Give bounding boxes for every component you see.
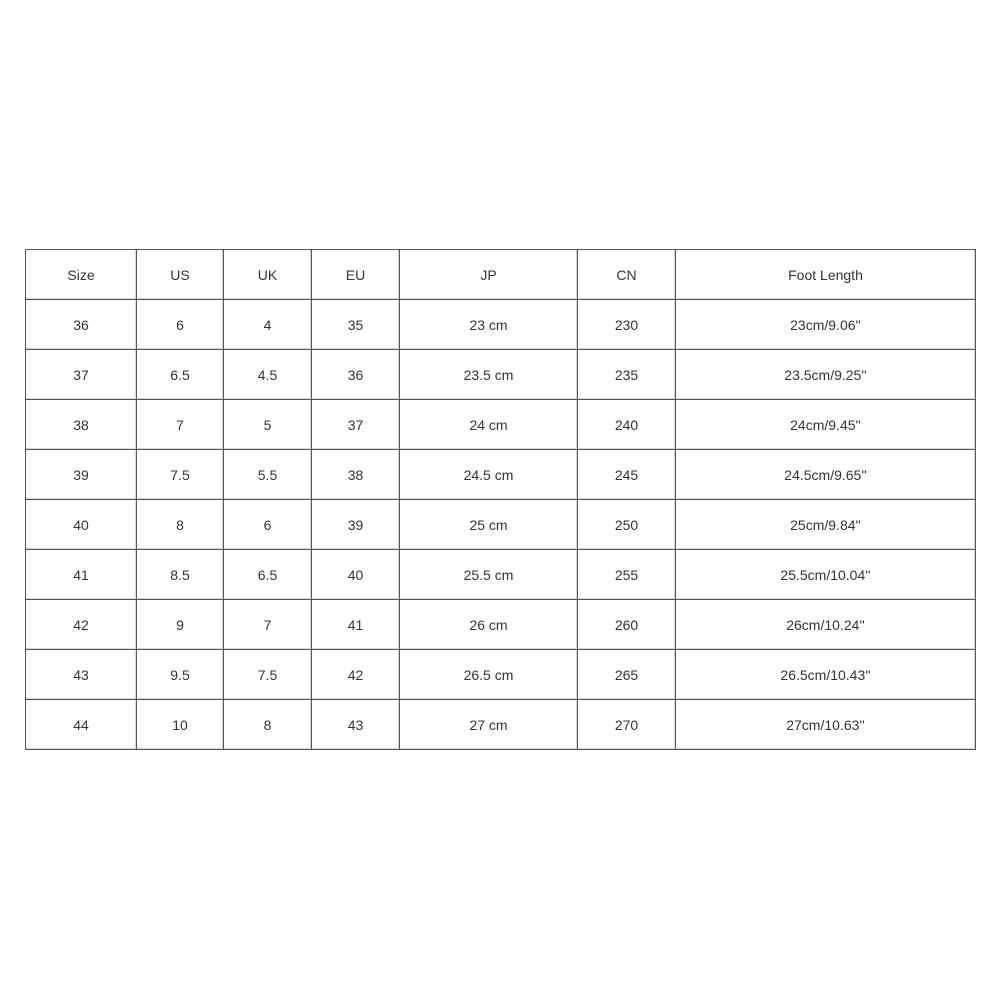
cell-cn: 265 [578, 650, 676, 700]
cell-us: 8 [137, 500, 224, 550]
cell-us: 6.5 [137, 350, 224, 400]
header-uk: UK [224, 250, 312, 300]
table-header [26, 250, 976, 300]
cell-uk: 4 [224, 300, 312, 350]
cell-eu: 41 [312, 600, 400, 650]
table-row [26, 500, 976, 550]
cell-uk: 6 [224, 500, 312, 550]
table-row [26, 550, 976, 600]
cell-cn: 255 [578, 550, 676, 600]
cell-us: 7.5 [137, 450, 224, 500]
header-eu: EU [312, 250, 400, 300]
cell-us: 6 [137, 300, 224, 350]
cell-uk: 8 [224, 700, 312, 750]
table-row [26, 600, 976, 650]
cell-cn: 240 [578, 400, 676, 450]
cell-uk: 5.5 [224, 450, 312, 500]
cell-us: 9.5 [137, 650, 224, 700]
cell-size: 41 [26, 550, 137, 600]
cell-jp: 25 cm [400, 500, 578, 550]
cell-size: 36 [26, 300, 137, 350]
cell-us: 10 [137, 700, 224, 750]
cell-cn: 260 [578, 600, 676, 650]
cell-us: 7 [137, 400, 224, 450]
cell-jp: 26.5 cm [400, 650, 578, 700]
cell-size: 40 [26, 500, 137, 550]
cell-foot-length: 26cm/10.24'' [676, 600, 976, 650]
table-row [26, 400, 976, 450]
cell-cn: 245 [578, 450, 676, 500]
cell-size: 44 [26, 700, 137, 750]
cell-jp: 27 cm [400, 700, 578, 750]
cell-foot-length: 26.5cm/10.43'' [676, 650, 976, 700]
cell-jp: 23.5 cm [400, 350, 578, 400]
cell-eu: 43 [312, 700, 400, 750]
cell-eu: 38 [312, 450, 400, 500]
cell-uk: 5 [224, 400, 312, 450]
header-us: US [137, 250, 224, 300]
cell-jp: 26 cm [400, 600, 578, 650]
cell-foot-length: 27cm/10.63'' [676, 700, 976, 750]
cell-cn: 250 [578, 500, 676, 550]
header-row [26, 250, 976, 300]
cell-jp: 25.5 cm [400, 550, 578, 600]
cell-uk: 7.5 [224, 650, 312, 700]
cell-size: 42 [26, 600, 137, 650]
table-row [26, 300, 976, 350]
cell-foot-length: 24cm/9.45'' [676, 400, 976, 450]
cell-uk: 6.5 [224, 550, 312, 600]
cell-eu: 37 [312, 400, 400, 450]
cell-us: 9 [137, 600, 224, 650]
cell-foot-length: 24.5cm/9.65'' [676, 450, 976, 500]
size-chart-table [25, 249, 976, 750]
cell-foot-length: 23cm/9.06'' [676, 300, 976, 350]
cell-foot-length: 25cm/9.84'' [676, 500, 976, 550]
table-row [26, 700, 976, 750]
table-row [26, 350, 976, 400]
cell-foot-length: 25.5cm/10.04'' [676, 550, 976, 600]
cell-size: 38 [26, 400, 137, 450]
cell-uk: 4.5 [224, 350, 312, 400]
cell-uk: 7 [224, 600, 312, 650]
cell-size: 37 [26, 350, 137, 400]
cell-us: 8.5 [137, 550, 224, 600]
header-cn: CN [578, 250, 676, 300]
cell-eu: 36 [312, 350, 400, 400]
table-row [26, 450, 976, 500]
header-foot-length: Foot Length [676, 250, 976, 300]
header-jp: JP [400, 250, 578, 300]
cell-cn: 235 [578, 350, 676, 400]
cell-jp: 23 cm [400, 300, 578, 350]
cell-eu: 35 [312, 300, 400, 350]
cell-size: 43 [26, 650, 137, 700]
cell-jp: 24.5 cm [400, 450, 578, 500]
header-size: Size [26, 250, 137, 300]
cell-jp: 24 cm [400, 400, 578, 450]
cell-cn: 230 [578, 300, 676, 350]
cell-eu: 40 [312, 550, 400, 600]
cell-foot-length: 23.5cm/9.25'' [676, 350, 976, 400]
cell-eu: 42 [312, 650, 400, 700]
cell-cn: 270 [578, 700, 676, 750]
cell-eu: 39 [312, 500, 400, 550]
table-row [26, 650, 976, 700]
cell-size: 39 [26, 450, 137, 500]
table-body [26, 300, 976, 750]
